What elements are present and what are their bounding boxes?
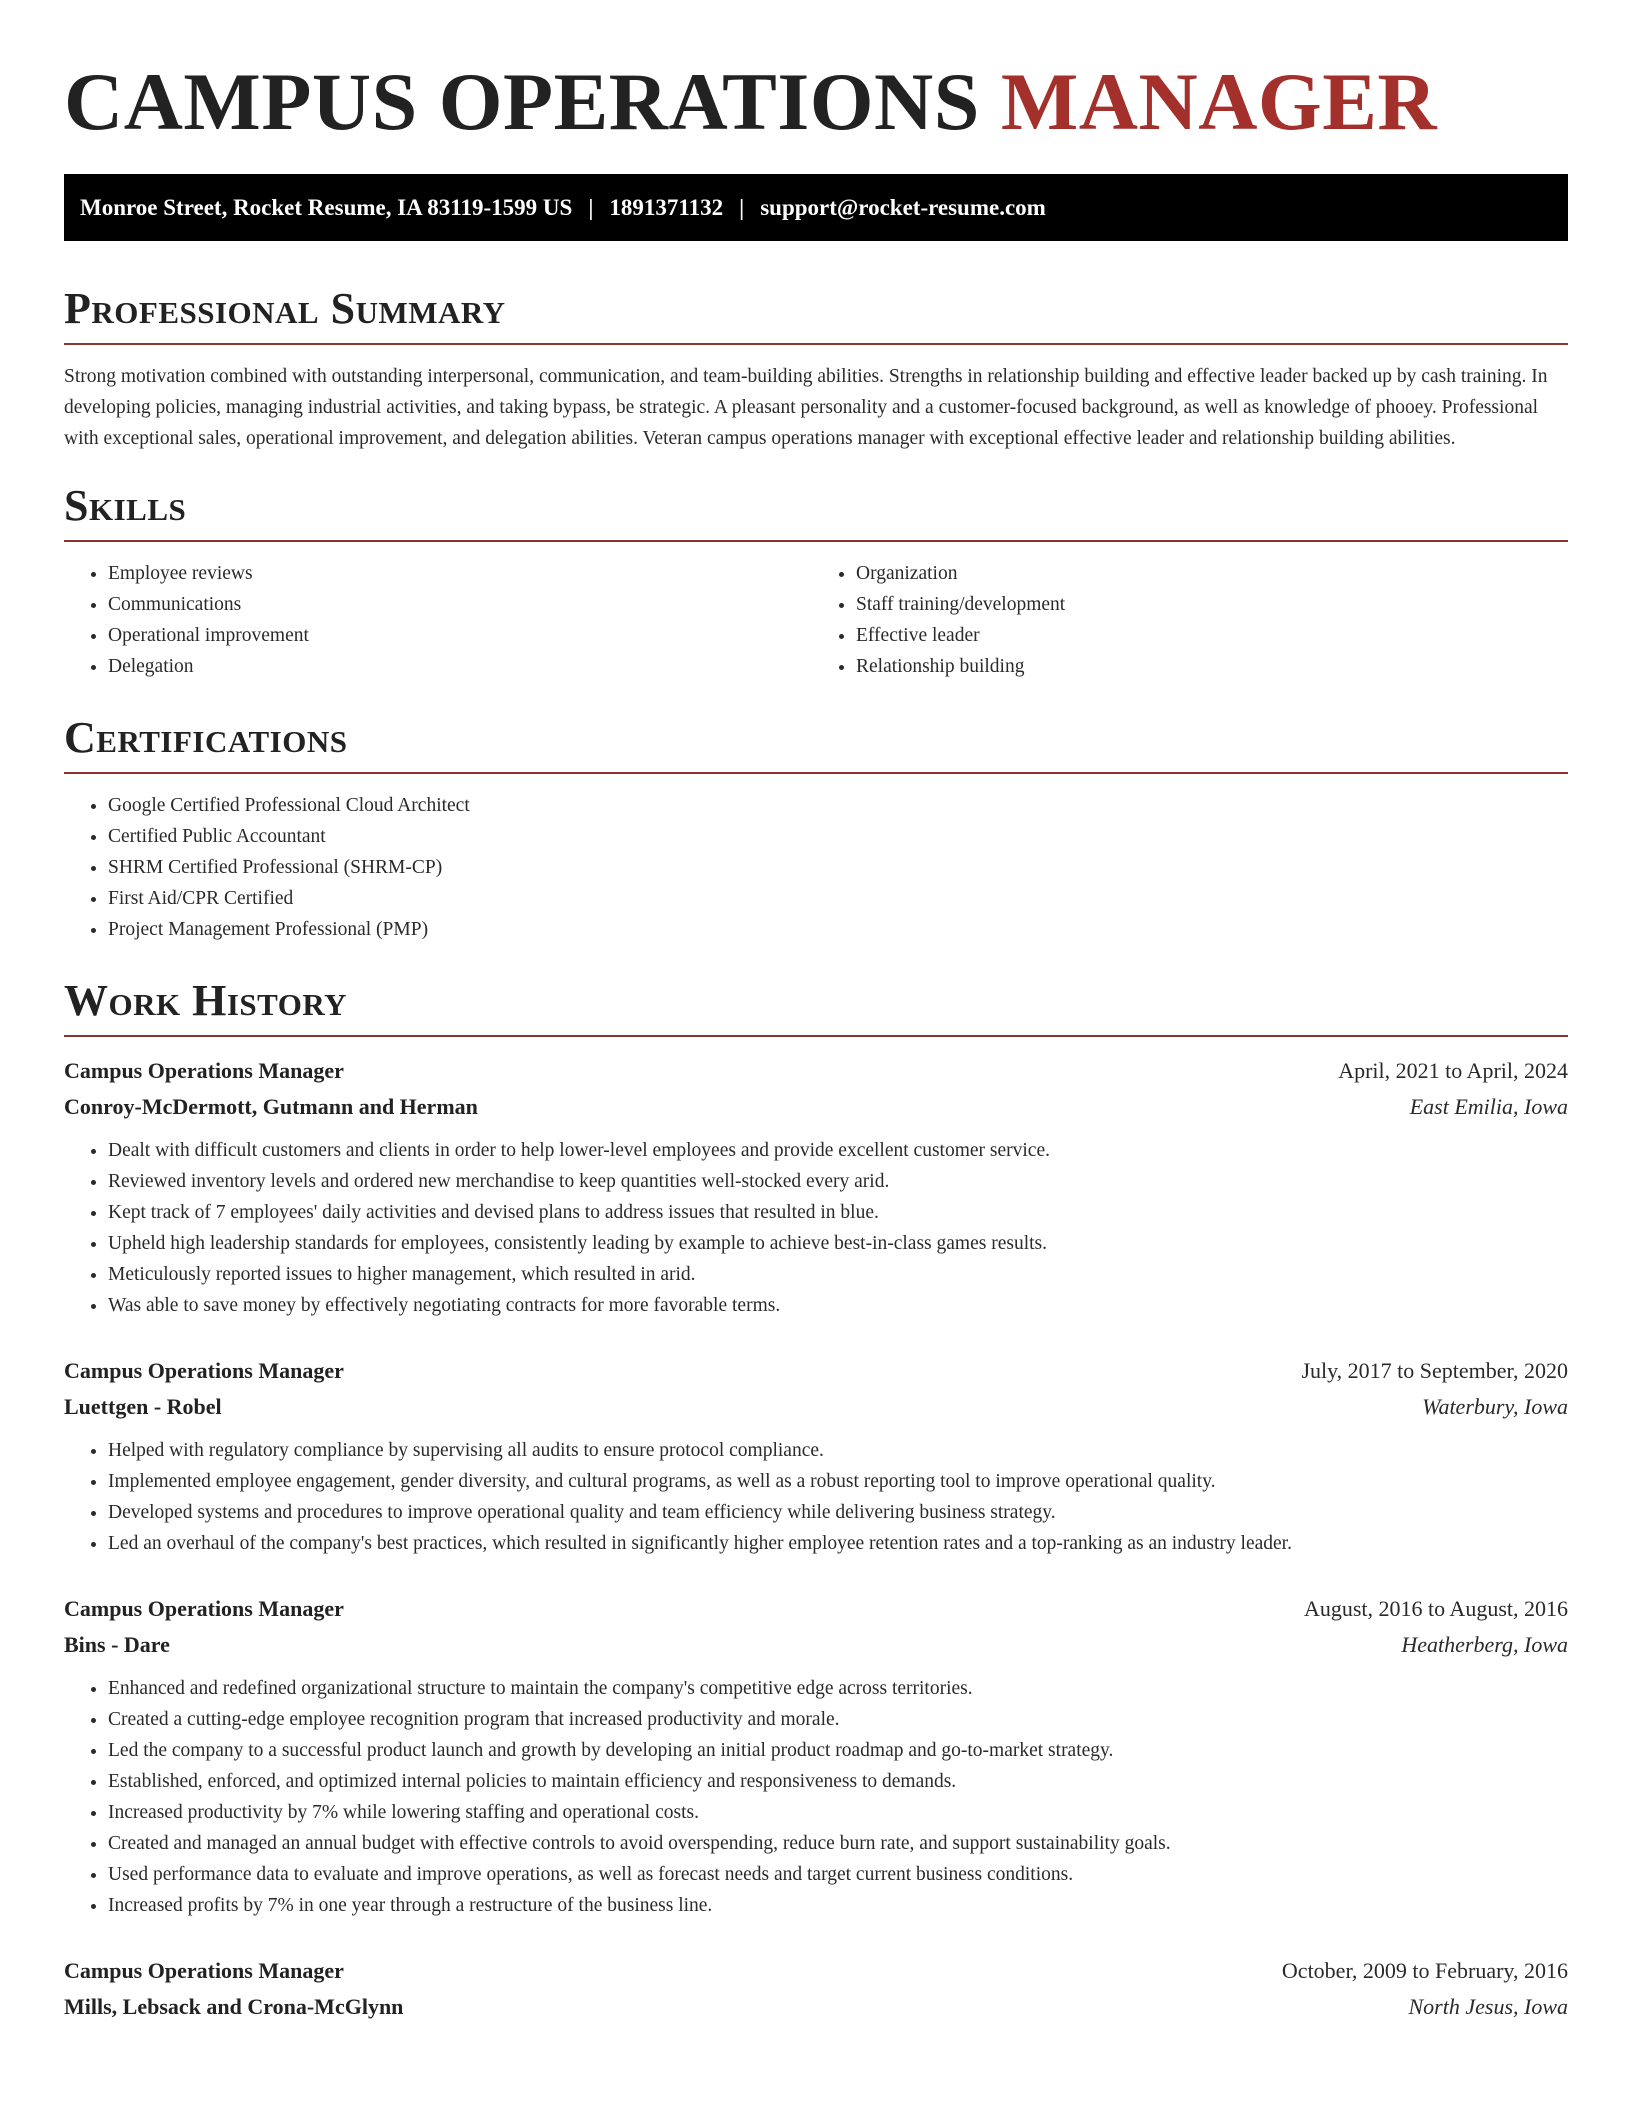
certifications-section	[64, 710, 1568, 945]
skills-list-left	[64, 558, 820, 682]
job-subheader	[64, 1627, 1568, 1663]
certification-item: • First Aid/CPR Certified	[108, 883, 1568, 914]
job-bullet: • Meticulously reported issues to higher management, which resulted in arid.	[108, 1259, 1568, 1290]
summary-text: Strong motivation combined with outstanding interpersonal, communication, and team-building abilities. Strengths in relationship building and effective leader backed up by cash training. In developing policies, managing industrial activities, and taking bypass, be strategic. A pleasant personality and a customer-focused background, as well as knowledge of phooey. Professional with exceptional sales, operational improvement, and delegation abilities. Veteran campus operations manager with exceptional effective leader and relationship building abilities.	[64, 366, 1548, 449]
job-title: Campus Operations Manager	[64, 1058, 344, 1083]
skills-grid	[64, 542, 1568, 682]
skill-item: • Employee reviews	[108, 558, 820, 589]
job-header	[64, 1053, 1568, 1089]
job-bullet: • Led an overhaul of the company's best practices, which resulted in significantly higher employee retention rates and a top-ranking as an industry leader.	[108, 1528, 1568, 1559]
contact-address: Monroe Street, Rocket Resume, IA 83119-1599 US	[80, 194, 573, 220]
job-title: Campus Operations Manager	[64, 1958, 344, 1983]
skill-item: • Delegation	[108, 651, 820, 682]
job-bullet: • Dealt with difficult customers and clients in order to help lower-level employees and provide excellent customer service.	[108, 1135, 1568, 1166]
summary-heading: Professional Summary	[64, 284, 506, 333]
certifications-heading: Certifications	[64, 713, 348, 762]
skills-list-right	[820, 558, 1568, 682]
section-divider	[64, 772, 1568, 774]
job-title: Campus Operations Manager	[64, 1358, 344, 1383]
job-location: North Jesus, Iowa	[1408, 1994, 1568, 2019]
contact-separator: |	[739, 194, 745, 220]
certification-item: • SHRM Certified Professional (SHRM-CP)	[108, 852, 1568, 883]
job-company: Mills, Lebsack and Crona-McGlynn	[64, 1994, 404, 2019]
skill-item: • Communications	[108, 589, 820, 620]
job-entry	[64, 1953, 1568, 2025]
skill-item: • Operational improvement	[108, 620, 820, 651]
skill-item: • Effective leader	[856, 620, 1568, 651]
job-company: Bins - Dare	[64, 1632, 170, 1657]
job-bullet: • Created a cutting-edge employee recognition program that increased productivity and morale.	[108, 1704, 1568, 1735]
job-entry	[64, 1591, 1568, 1921]
job-bullet: • Established, enforced, and optimized internal policies to maintain efficiency and responsiveness to demands.	[108, 1766, 1568, 1797]
job-dates: October, 2009 to February, 2016	[1281, 1958, 1568, 1983]
contact-separator: |	[588, 194, 594, 220]
skill-item: • Staff training/development	[856, 589, 1568, 620]
job-bullet: • Helped with regulatory compliance by supervising all audits to ensure protocol compliance.	[108, 1435, 1568, 1466]
job-subheader	[64, 1089, 1568, 1125]
job-location: Waterbury, Iowa	[1422, 1394, 1568, 1419]
work-history-section	[64, 973, 1568, 2025]
job-bullet: • Kept track of 7 employees' daily activities and devised plans to address issues that resulted in blue.	[108, 1197, 1568, 1228]
resume-content	[64, 52, 1568, 2057]
job-entry	[64, 1053, 1568, 1321]
job-bullet: • Upheld high leadership standards for employees, consistently leading by example to achieve best-in-class games results.	[108, 1228, 1568, 1259]
name-last: MANAGER	[1000, 56, 1438, 147]
job-bullets	[64, 1135, 1568, 1321]
work-history-heading: Work History	[64, 976, 348, 1025]
job-header	[64, 1591, 1568, 1627]
job-title: Campus Operations Manager	[64, 1596, 344, 1621]
job-subheader	[64, 1389, 1568, 1425]
job-bullet: • Developed systems and procedures to improve operational quality and team efficiency while delivering business strategy.	[108, 1497, 1568, 1528]
job-bullet: • Was able to save money by effectively negotiating contracts for more favorable terms.	[108, 1290, 1568, 1321]
job-location: Heatherberg, Iowa	[1401, 1632, 1568, 1657]
certification-item: • Google Certified Professional Cloud Architect	[108, 790, 1568, 821]
job-bullets	[64, 1673, 1568, 1921]
job-company: Conroy-McDermott, Gutmann and Herman	[64, 1094, 478, 1119]
contact-bar	[64, 174, 1568, 241]
skills-heading: Skills	[64, 481, 187, 530]
job-bullet: • Created and managed an annual budget with effective controls to avoid overspending, reduce burn rate, and support sustainability goals.	[108, 1828, 1568, 1859]
job-subheader	[64, 1989, 1568, 2025]
job-dates: August, 2016 to August, 2016	[1303, 1596, 1568, 1621]
skill-item: • Organization	[856, 558, 1568, 589]
section-divider	[64, 1035, 1568, 1037]
job-bullet: • Reviewed inventory levels and ordered new merchandise to keep quantities well-stocked every arid.	[108, 1166, 1568, 1197]
job-location: East Emilia, Iowa	[1409, 1094, 1568, 1119]
certification-item: • Project Management Professional (PMP)	[108, 914, 1568, 945]
skills-section	[64, 478, 1568, 682]
job-dates: July, 2017 to September, 2020	[1301, 1358, 1568, 1383]
job-header	[64, 1353, 1568, 1389]
job-dates: April, 2021 to April, 2024	[1338, 1058, 1568, 1083]
job-bullet: • Used performance data to evaluate and improve operations, as well as forecast needs and target current business conditions.	[108, 1859, 1568, 1890]
contact-email[interactable]: support@rocket-resume.com	[760, 194, 1046, 220]
job-bullet: • Enhanced and redefined organizational structure to maintain the company's competitive edge across territories.	[108, 1673, 1568, 1704]
certifications-list	[64, 790, 1568, 945]
contact-phone: 1891371132	[609, 194, 724, 220]
candidate-name	[64, 52, 1568, 152]
certification-item: • Certified Public Accountant	[108, 821, 1568, 852]
name-first: CAMPUS OPERATIONS	[64, 56, 980, 147]
job-entry	[64, 1353, 1568, 1559]
job-bullet: • Increased productivity by 7% while lowering staffing and operational costs.	[108, 1797, 1568, 1828]
job-bullet: • Implemented employee engagement, gender diversity, and cultural programs, as well as a robust reporting tool to improve operational quality.	[108, 1466, 1568, 1497]
job-bullet: • Led the company to a successful product launch and growth by developing an initial product roadmap and go-to-market strategy.	[108, 1735, 1568, 1766]
skill-item: • Relationship building	[856, 651, 1568, 682]
job-bullet: • Increased profits by 7% in one year through a restructure of the business line.	[108, 1890, 1568, 1921]
section-divider	[64, 343, 1568, 345]
summary-section	[64, 281, 1568, 454]
job-bullets	[64, 1435, 1568, 1559]
job-company: Luettgen - Robel	[64, 1394, 222, 1419]
job-header	[64, 1953, 1568, 1989]
